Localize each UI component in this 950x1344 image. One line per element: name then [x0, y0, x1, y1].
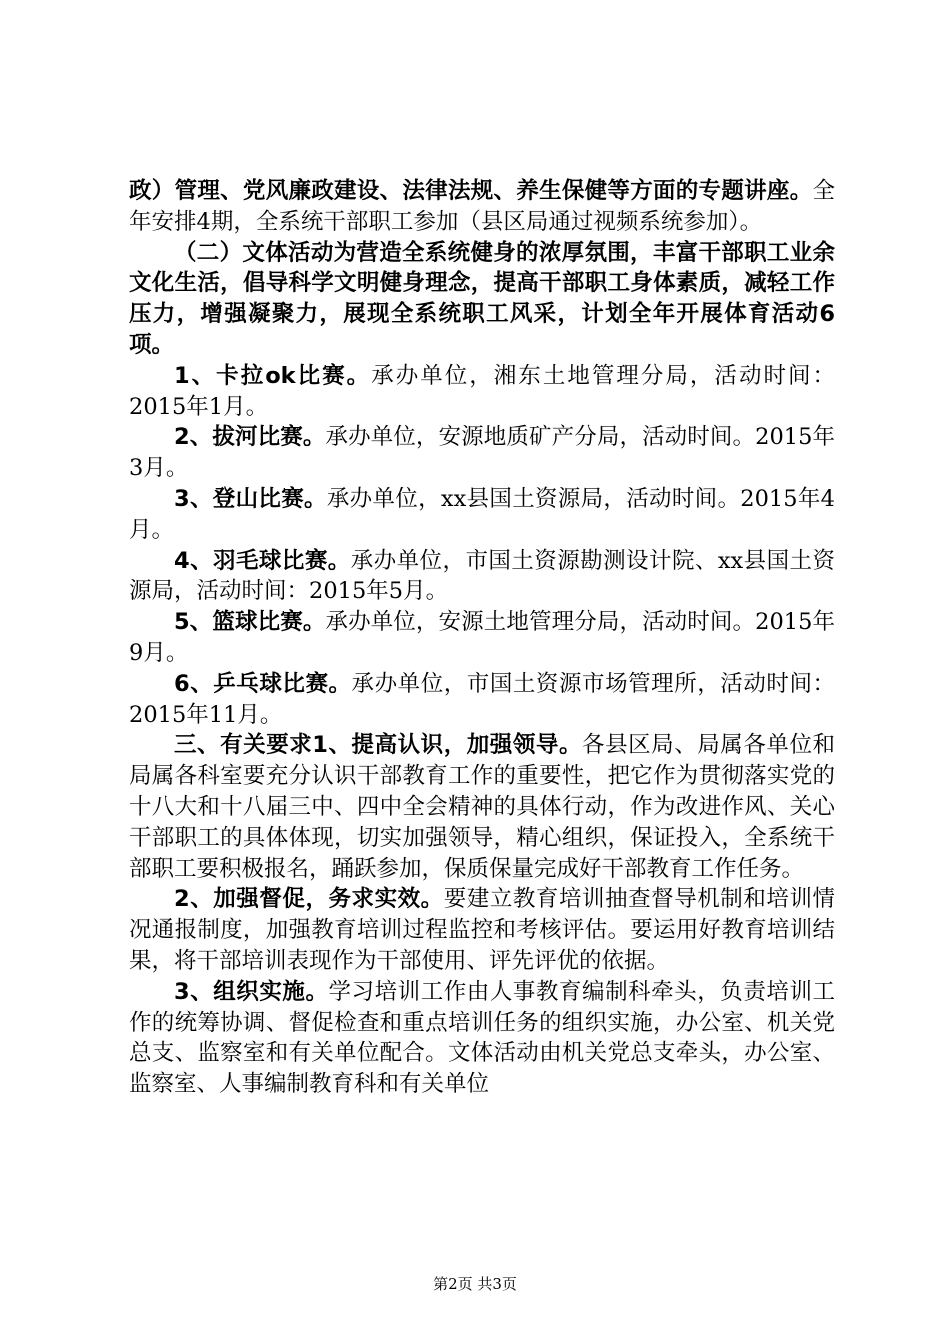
paragraph-lecture-lead: 政）管理、党风廉政建设、法律法规、养生保健等方面的专题讲座。 [129, 178, 813, 204]
list-item-table-tennis-title: 6、乒乓球比赛。 [174, 670, 352, 697]
list-item-table-tennis-text: 承办单位，市国土资源市场管理所，活动时间：2015年11月。 [129, 670, 835, 728]
paragraph-requirements-supervision-text: 要建立教育培训抽查督导机制和培训情况通报制度，加强教育培训过程监控和考核评估。要运用好教育培训结果，将干部培训表现作为干部使用、评先评优的依据。 [129, 886, 835, 974]
list-item-badminton [129, 546, 835, 608]
paragraph-sports-intro [129, 238, 835, 361]
list-item-basketball [129, 607, 835, 669]
paragraph-requirements-leadership-title: 三、有关要求1、提高认识，加强领导。 [174, 732, 583, 759]
list-item-tug-of-war-title: 2、拔河比赛。 [174, 424, 326, 451]
list-item-basketball-text: 承办单位，安源土地管理分局，活动时间。2015年9月。 [129, 609, 836, 666]
document-body [129, 176, 835, 1100]
list-item-table-tennis [129, 669, 835, 731]
list-item-karaoke-text: 承办单位，湘东土地管理分局，活动时间：2015年1月。 [129, 362, 835, 420]
paragraph-requirements-implementation [129, 977, 835, 1100]
paragraph-requirements-leadership [129, 730, 835, 884]
paragraph-requirements-implementation-text: 学习培训工作由人事教育编制科牵头，负责培训工作的统筹协调、督促检查和重点培训任务的组织实施，办公室、机关党总支、监察室和有关单位配合。文体活动由机关党总支牵头，办公室、监察室、人事编制教育科和有关单位 [129, 978, 835, 1098]
paragraph-sports-intro-lead: （二）文体活动为营造全系统健身的浓厚氛围，丰富干部职工业余文化生活，倡导科学文明健身理念，提高干部职工身体素质，减轻工作压力，增强凝聚力，展现全系统职工风采，计划全年开展体育活动6项。 [129, 239, 835, 358]
list-item-basketball-title: 5、篮球比赛。 [174, 609, 326, 636]
list-item-tug-of-war-text: 承办单位，安源地质矿产分局，活动时间。2015年3月。 [129, 424, 836, 482]
paragraph-lecture [129, 176, 835, 238]
list-item-climbing-title: 3、登山比赛。 [174, 485, 327, 512]
list-item-karaoke-title: 1、卡拉ok比赛。 [174, 362, 372, 389]
paragraph-requirements-implementation-title: 3、组织实施。 [174, 978, 329, 1005]
list-item-badminton-text: 承办单位，市国土资源勘测设计院、xx县国土资源局，活动时间：2015年5月。 [129, 547, 835, 605]
list-item-climbing-text: 承办单位，xx县国土资源局，活动时间。2015年4月。 [129, 485, 835, 543]
paragraph-requirements-supervision [129, 884, 835, 976]
list-item-badminton-title: 4、羽毛球比赛。 [174, 547, 351, 574]
paragraph-lecture-text: 全年安排4期，全系统干部职工参加（县区局通过视频系统参加）。 [129, 178, 835, 235]
paragraph-requirements-leadership-text: 各县区局、局属各单位和局属各科室要充分认识干部教育工作的重要性，把它作为贯彻落实党的十八大和十八届三中、四中全会精神的具体行动，作为改进作风、关心干部职工的具体体现，切实加强领导，精心组织，保证投入，全系统干部职工要积极报名，踊跃参加，保质保量完成好干部教育工作任务。 [129, 732, 835, 882]
list-item-climbing [129, 484, 835, 546]
list-item-tug-of-war [129, 422, 835, 484]
page-number-footer: 第2页 共3页 [433, 1275, 517, 1293]
paragraph-requirements-supervision-title: 2、加强督促，务求实效。 [174, 886, 444, 913]
list-item-karaoke [129, 361, 835, 423]
